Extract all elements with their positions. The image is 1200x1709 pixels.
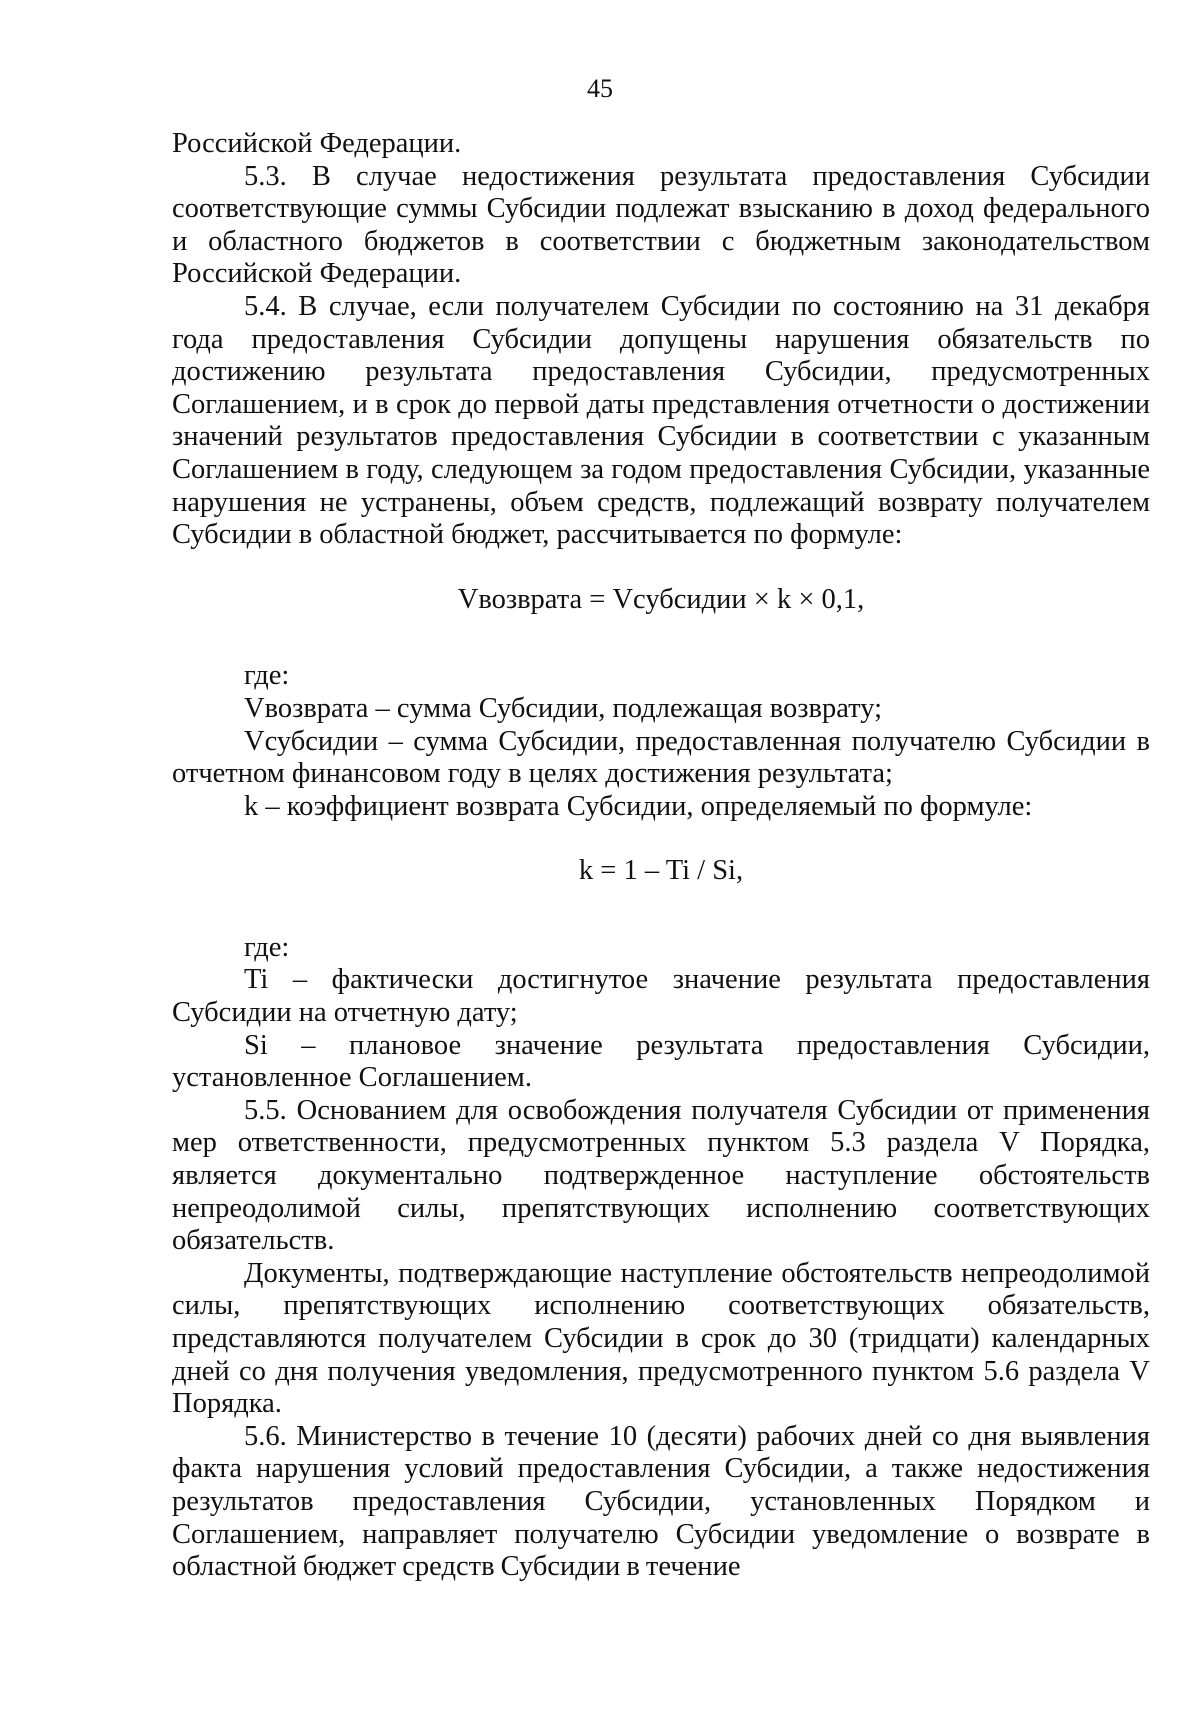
paragraph-continuation: Российской Федерации. [172, 128, 462, 159]
paragraph-5-6: 5.6. Министерство в течение 10 (десяти) рабочих дней со дня выявления факта нарушения условий предоставления Субсидии, а также недостижения результатов предоставления Субсидии, установленных Порядком и Соглашением, направляет получателю Субсидии уведомление о возврате в областной бюджет средств Субсидии в течение [172, 1420, 1150, 1583]
spacer [172, 616, 1150, 660]
paragraph-5-4: 5.4. В случае, если получателем Субсидии по состоянию на 31 декабря года предоставления Субсидии допущены нарушения обязательств по достижению результата предоставления Субсидии, предусмотренных Соглашением, и в срок до первой даты представления отчетности о достижении значений результатов предоставления Субсидии в соответствии с указанным Соглашением в году, следующем за годом предоставления Субсидии, указанные нарушения не устранены, объем средств, подлежащий возврату получателем Субсидии в областной бюджет, рассчитывается по формуле: [172, 290, 1150, 551]
where-label: где: [244, 660, 290, 692]
definition-ti: Ti – фактически достигнутое значение результата предоставления Субсидии на отчетную дату; [172, 964, 1150, 1029]
formula-k: k = 1 – Ti / Si, [578, 855, 744, 887]
definition-k: k – коэффициент возврата Субсидии, определяемый по формуле: [244, 790, 1033, 822]
spacer [172, 888, 1150, 932]
where-label: где: [244, 931, 290, 963]
spacer [172, 552, 1150, 584]
spacer [172, 823, 1150, 855]
formula-return-amount: Vвозврата = Vсубсидии × k × 0,1, [457, 583, 865, 615]
page-number: 45 [587, 74, 613, 103]
definition-si: Si – плановое значение результата предоставления Субсидии, установленное Соглашением. [172, 1029, 1150, 1094]
paragraph-5-5: 5.5. Основанием для освобождения получателя Субсидии от применения мер ответственности, предусмотренных пунктом 5.3 раздела V Порядка, является документально подтвержденное наступление обстоятельств непреодолимой силы, препятствующих исполнению соответствующих обязательств. [172, 1094, 1150, 1257]
paragraph-documents: Документы, подтверждающие наступление обстоятельств непреодолимой силы, препятствующих исполнению соответствующих обязательств, представляются получателем Субсидии в срок до 30 (тридцати) календарных дней со дня получения уведомления, предусмотренного пунктом 5.6 раздела V Порядка. [172, 1257, 1150, 1420]
body-text [172, 128, 1150, 1584]
definition-v-return: Vвозврата – сумма Субсидии, подлежащая возврату; [244, 692, 883, 724]
definition-v-subsidy: Vсубсидии – сумма Субсидии, предоставленная получателю Субсидии в отчетном финансовом году в целях достижения результата; [172, 725, 1150, 790]
paragraph-5-3: 5.3. В случае недостижения результата предоставления Субсидии соответствующие суммы Субсидии подлежат взысканию в доход федерального и областного бюджетов в соответствии с бюджетным законодательством Российской Федерации. [172, 160, 1150, 290]
